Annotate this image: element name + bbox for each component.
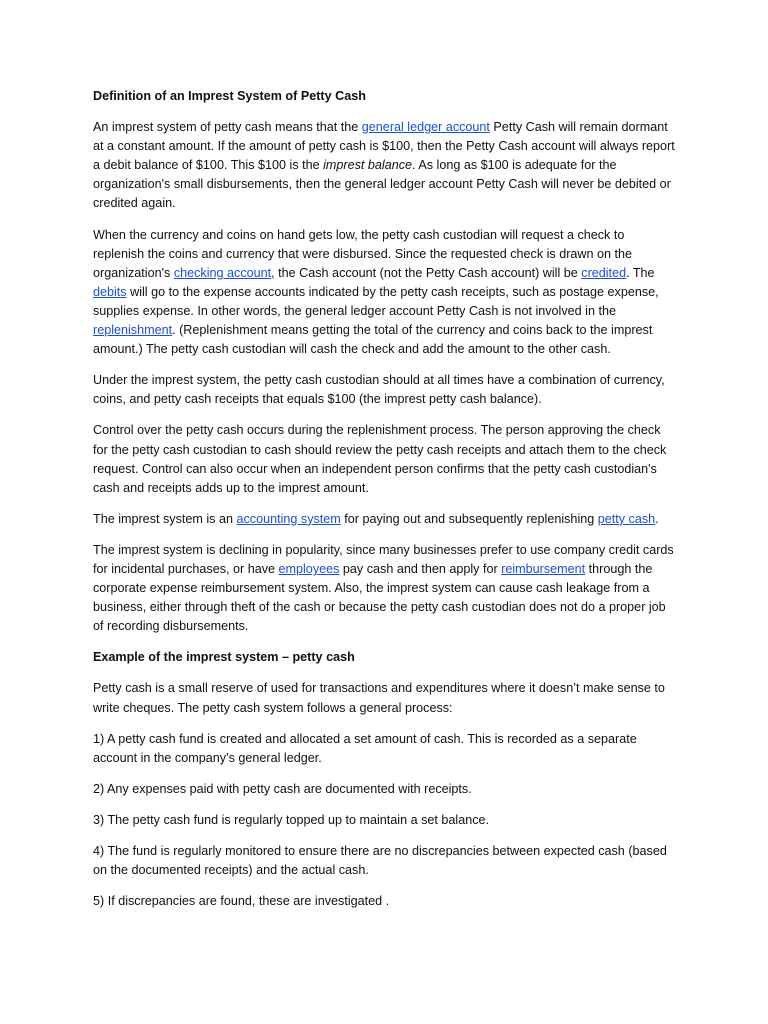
link-employees[interactable]: employees xyxy=(278,561,340,576)
paragraph-control: Control over the petty cash occurs during the replenishment process. The person approving the check for the petty cash custodian to cash should review the petty cash receipts and attach them to the check request. Control can also occur when an independent person confirms that the petty cash custodian's cash and receipts adds up to the imprest amount. xyxy=(93,423,667,495)
link-checking-account[interactable]: checking account xyxy=(173,265,272,280)
text: , the Cash account (not the Petty Cash account) will be xyxy=(271,265,582,280)
link-accounting-system[interactable]: accounting system xyxy=(236,511,341,526)
link-general-ledger-account[interactable]: general ledger account xyxy=(361,120,490,135)
paragraph-imprest-definition xyxy=(93,118,678,213)
step-item: 5) If discrepancies are found, these are investigated . xyxy=(93,894,390,909)
step-item: 4) The fund is regularly monitored to ensure there are no discrepancies between expected cash (based on the documented receipts) and the actual cash. xyxy=(93,844,667,878)
document-page xyxy=(93,87,678,923)
text: through the corporate expense reimbursement system. Also, the imprest system can cause cash leakage from a business, either through theft of the cash or because the petty cash custodian does not do a proper job of recording disbursements. xyxy=(93,561,666,634)
step-item: 3) The petty cash fund is regularly topped up to maintain a set balance. xyxy=(93,812,490,827)
link-reimbursement[interactable]: reimbursement xyxy=(501,561,586,576)
section-heading-example: Example of the imprest system – petty cash xyxy=(93,650,355,665)
text: The imprest system is an xyxy=(93,511,237,526)
paragraph-accounting-system xyxy=(93,510,678,529)
link-replenishment[interactable]: replenishment xyxy=(93,323,173,338)
section-heading-definition: Definition of an Imprest System of Petty Cash xyxy=(93,89,366,103)
paragraph-replenish xyxy=(93,226,678,360)
link-petty-cash[interactable]: petty cash xyxy=(597,511,656,526)
text: will go to the expense accounts indicated by the petty cash receipts, such as postage expense, supplies expense. In other words, the general ledger account Petty Cash is not involved in the xyxy=(93,284,659,318)
text: for paying out and subsequently replenishing xyxy=(340,511,598,526)
text: The imprest system is declining in popularity, since many businesses prefer to use company credit cards for incidental purchases, or have xyxy=(93,542,674,576)
paragraph-custodian-balance: Under the imprest system, the petty cash custodian should at all times have a combination of currency, coins, and petty cash receipts that equals $100 (the imprest petty cash balance). xyxy=(93,373,665,407)
text: When the currency and coins on hand gets low, the petty cash custodian will request a check to replenish the coins and currency that were disbursed. Since the requested check is drawn on the organization's xyxy=(93,227,633,280)
text: pay cash and then apply for xyxy=(339,561,502,576)
text: . xyxy=(655,511,659,526)
text: . As long as $100 is adequate for the organization's small disbursements, then the general ledger account Petty Cash will never be debited or credited again. xyxy=(93,158,671,211)
text: Petty Cash will remain dormant at a constant amount. If the amount of petty cash is $100, then the Petty Cash account will always report a debit balance of $100. This $100 is the xyxy=(93,120,675,173)
link-credited[interactable]: credited xyxy=(581,265,627,280)
link-debits[interactable]: debits xyxy=(93,284,127,299)
paragraph-petty-cash-intro: Petty cash is a small reserve of used for transactions and expenditures where it doesn’t make sense to write cheques. The petty cash system follows a general process: xyxy=(93,681,665,715)
text: An imprest system of petty cash means that the xyxy=(93,120,362,135)
step-item: 2) Any expenses paid with petty cash are documented with receipts. xyxy=(93,781,472,796)
text: . (Replenishment means getting the total of the currency and coins back to the imprest amount.) The petty cash custodian will cash the check and add the amount to the other cash. xyxy=(93,323,653,357)
emphasis-imprest-balance: imprest balance xyxy=(323,158,413,173)
paragraph-declining xyxy=(93,541,678,636)
step-item: 1) A petty cash fund is created and allocated a set amount of cash. This is recorded as a separate account in the company’s general ledger. xyxy=(93,731,637,765)
text: . The xyxy=(626,265,655,280)
